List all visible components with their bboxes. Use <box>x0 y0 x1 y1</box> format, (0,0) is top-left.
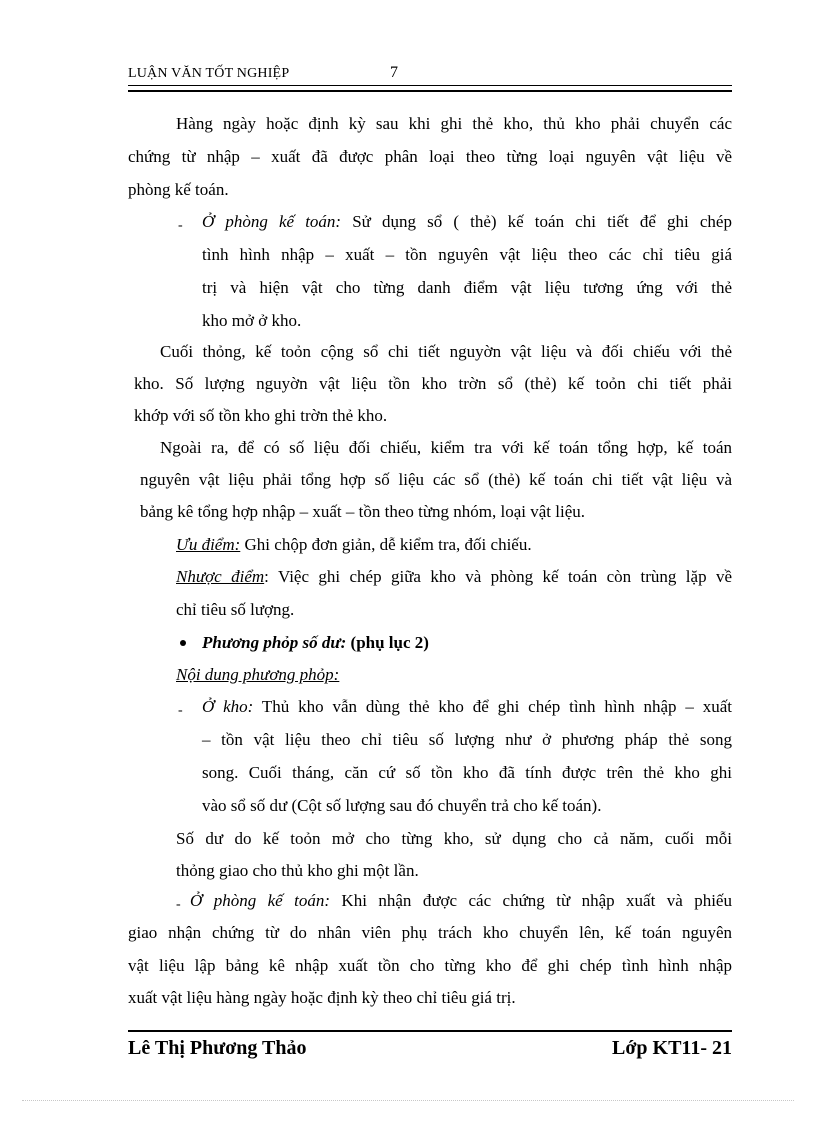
page-number: 7 <box>390 64 399 81</box>
paragraph-line: kho. Số lượng nguyờn vật liệu tồn kho trờn sổ (thẻ) kế toỏn chi tiết phải <box>134 374 732 393</box>
paragraph-line: Số dư do kế toỏn mở cho từng kho, sử dụng cho cả năm, cuối mỗi <box>176 829 732 848</box>
list-item-line: song. Cuối tháng, căn cứ số tồn kho đã tính được trên thẻ kho ghi <box>202 763 732 782</box>
bullet-icon <box>180 640 186 646</box>
paragraph-line: Ngoài ra, để có số liệu đối chiếu, kiểm tra với kế toán tổng hợp, kế toán <box>160 438 732 457</box>
item-text: Khi nhận được các chứng từ nhập xuất và phiếu <box>330 891 732 910</box>
item-text: Sử dụng sổ ( thẻ) kế toán chi tiết để ghi chép <box>341 212 732 231</box>
list-item-line: trị và hiện vật cho từng danh điểm vật liệu tương ứng với thẻ <box>202 278 732 297</box>
method-title: Phương phỏp số dư: <box>202 633 347 652</box>
paragraph-line: khớp với số tồn kho ghi trờn thẻ kho. <box>134 406 388 425</box>
header-rule-thick <box>128 90 732 92</box>
paragraph-line: bảng kê tổng hợp nhập – xuất – tồn theo từng nhóm, loại vật liệu. <box>140 502 586 521</box>
item-label: Ở phòng kế toán: <box>190 891 331 910</box>
paragraph-line: chứng từ nhập – xuất đã được phân loại theo từng loại nguyên vật liệu về <box>128 147 732 166</box>
paragraph-line: phòng kế toán. <box>128 180 229 199</box>
item-text: Thủ kho vẫn dùng thẻ kho để ghi chép tình hình nhập – xuất <box>253 697 733 716</box>
paragraph-line: Cuối thỏng, kế toỏn cộng sổ chi tiết nguyờn vật liệu và đối chiếu với thẻ <box>160 342 732 361</box>
paragraph-line: vật liệu lập bảng kê nhập xuất tồn cho từng kho để ghi chép tình hình nhập <box>128 956 732 975</box>
header-rule-thin <box>128 85 732 86</box>
list-item-line: tình hình nhập – xuất – tồn nguyên vật liệu theo các chỉ tiêu giá <box>202 245 732 264</box>
footer-class: Lớp KT11- 21 <box>612 1037 732 1059</box>
item-label: Ở phòng kế toán: <box>202 212 342 231</box>
advantages-text: Ghi chộp đơn giản, dễ kiểm tra, đối chiếu. <box>240 535 532 554</box>
content-label: Nội dung phương phỏp: <box>176 665 340 684</box>
item-label: Ở kho: <box>202 697 254 716</box>
list-item-line <box>202 212 732 232</box>
disadvantages-line <box>176 567 732 587</box>
dash-marker: - <box>176 897 181 912</box>
thesis-title: LUẬN VĂN TỐT NGHIỆP <box>128 66 290 81</box>
list-item-line: kho mở ở kho. <box>202 311 302 330</box>
list-item-line: vào sổ số dư (Cột số lượng sau đó chuyển trả cho kế toán). <box>202 796 602 815</box>
method-heading <box>202 633 429 653</box>
paragraph-line: nguyên vật liệu phải tổng hợp số liệu các sổ (thẻ) kế toán chi tiết vật liệu và <box>140 470 732 489</box>
paragraph-line: giao nhận chứng từ do nhân viên phụ trách kho chuyển lên, kế toán nguyên <box>128 923 732 942</box>
list-item-line <box>202 697 732 717</box>
disadvantages-text: : Việc ghi chép giữa kho và phòng kế toán còn trùng lặp về <box>264 567 732 586</box>
paragraph-line: thỏng giao cho thủ kho ghi một lần. <box>176 861 419 880</box>
list-item-line: – tồn vật liệu theo chỉ tiêu số lượng như ở phương pháp thẻ song <box>202 730 732 749</box>
method-reference: (phụ lục 2) <box>346 633 429 652</box>
dash-marker: - <box>178 703 183 718</box>
advantages-label: Ưu điểm: <box>176 535 241 554</box>
dash-marker: - <box>178 218 183 233</box>
disadvantages-label: Nhược điểm <box>176 567 265 586</box>
paragraph-line: xuất vật liệu hàng ngày hoặc định kỳ theo chỉ tiêu giá trị. <box>128 988 516 1007</box>
footer-rule <box>128 1030 732 1032</box>
footer-author: Lê Thị Phương Thảo <box>128 1037 307 1059</box>
advantages-line <box>176 535 532 555</box>
paragraph-line: Hàng ngày hoặc định kỳ sau khi ghi thẻ kho, thủ kho phải chuyển các <box>176 114 732 133</box>
disadvantages-line: chỉ tiêu số lượng. <box>176 600 295 619</box>
page-boundary <box>22 1100 794 1101</box>
list-item-line <box>190 891 732 911</box>
